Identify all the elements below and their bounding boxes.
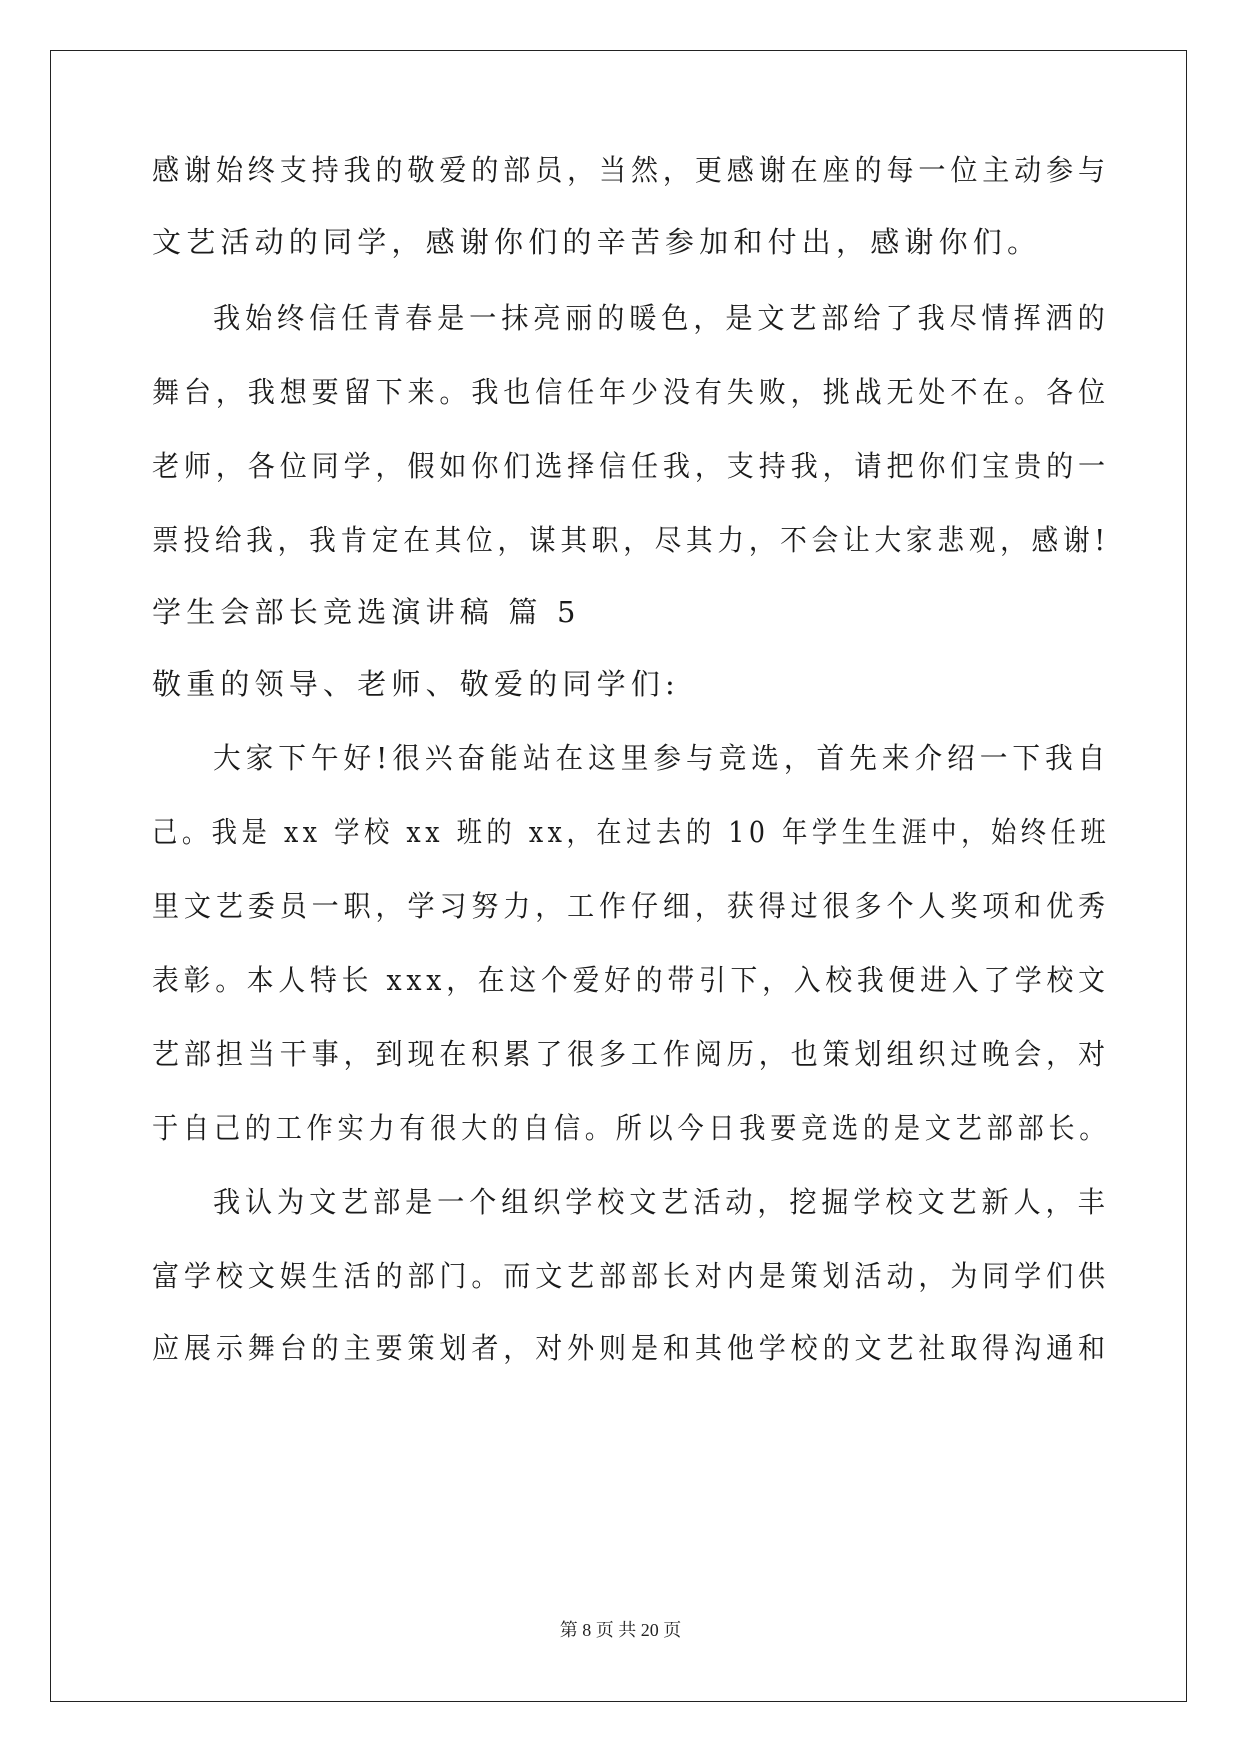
section-heading: 学生会部长竞选演讲稿 篇 5	[152, 595, 581, 629]
text-line: 票投给我，我肯定在其位，谋其职，尽其力，不会让大家悲观，感谢!	[152, 523, 1110, 557]
text-line: 里文艺委员一职，学习努力，工作仔细，获得过很多个人奖项和优秀	[152, 889, 1110, 923]
text-line: 于自己的工作实力有很大的自信。所以今日我要竞选的是文艺部部长。	[152, 1111, 1111, 1145]
text-line: 我始终信任青春是一抹亮丽的暖色，是文艺部给了我尽情挥洒的	[213, 301, 1110, 335]
text-line: 富学校文娱生活的部门。而文艺部部长对内是策划活动，为同学们供	[152, 1259, 1110, 1293]
salutation: 敬重的领导、老师、敬爱的同学们:	[152, 667, 680, 701]
text-line: 表彰。本人特长 xxx，在这个爱好的带引下，入校我便进入了学校文	[152, 963, 1110, 997]
text-line: 舞台，我想要留下来。我也信任年少没有失败，挑战无处不在。各位	[152, 375, 1110, 409]
text-line: 艺部担当干事，到现在积累了很多工作阅历，也策划组织过晚会，对	[152, 1037, 1110, 1071]
text-line: 文艺活动的同学，感谢你们的辛苦参加和付出，感谢你们。	[152, 225, 1042, 259]
text-line: 应展示舞台的主要策划者，对外则是和其他学校的文艺社取得沟通和	[152, 1331, 1110, 1365]
text-line: 己。我是 xx 学校 xx 班的 xx，在过去的 10 年学生生涯中，始终任班	[152, 815, 1111, 849]
page-number-footer: 第 8 页 共 20 页	[559, 1620, 682, 1640]
text-line: 我认为文艺部是一个组织学校文艺活动，挖掘学校文艺新人，丰	[213, 1185, 1110, 1219]
text-line: 大家下午好!很兴奋能站在这里参与竞选，首先来介绍一下我自	[213, 741, 1111, 775]
text-line: 感谢始终支持我的敬爱的部员，当然，更感谢在座的每一位主动参与	[152, 153, 1110, 187]
text-line: 老师，各位同学，假如你们选择信任我，支持我，请把你们宝贵的一	[152, 449, 1110, 483]
